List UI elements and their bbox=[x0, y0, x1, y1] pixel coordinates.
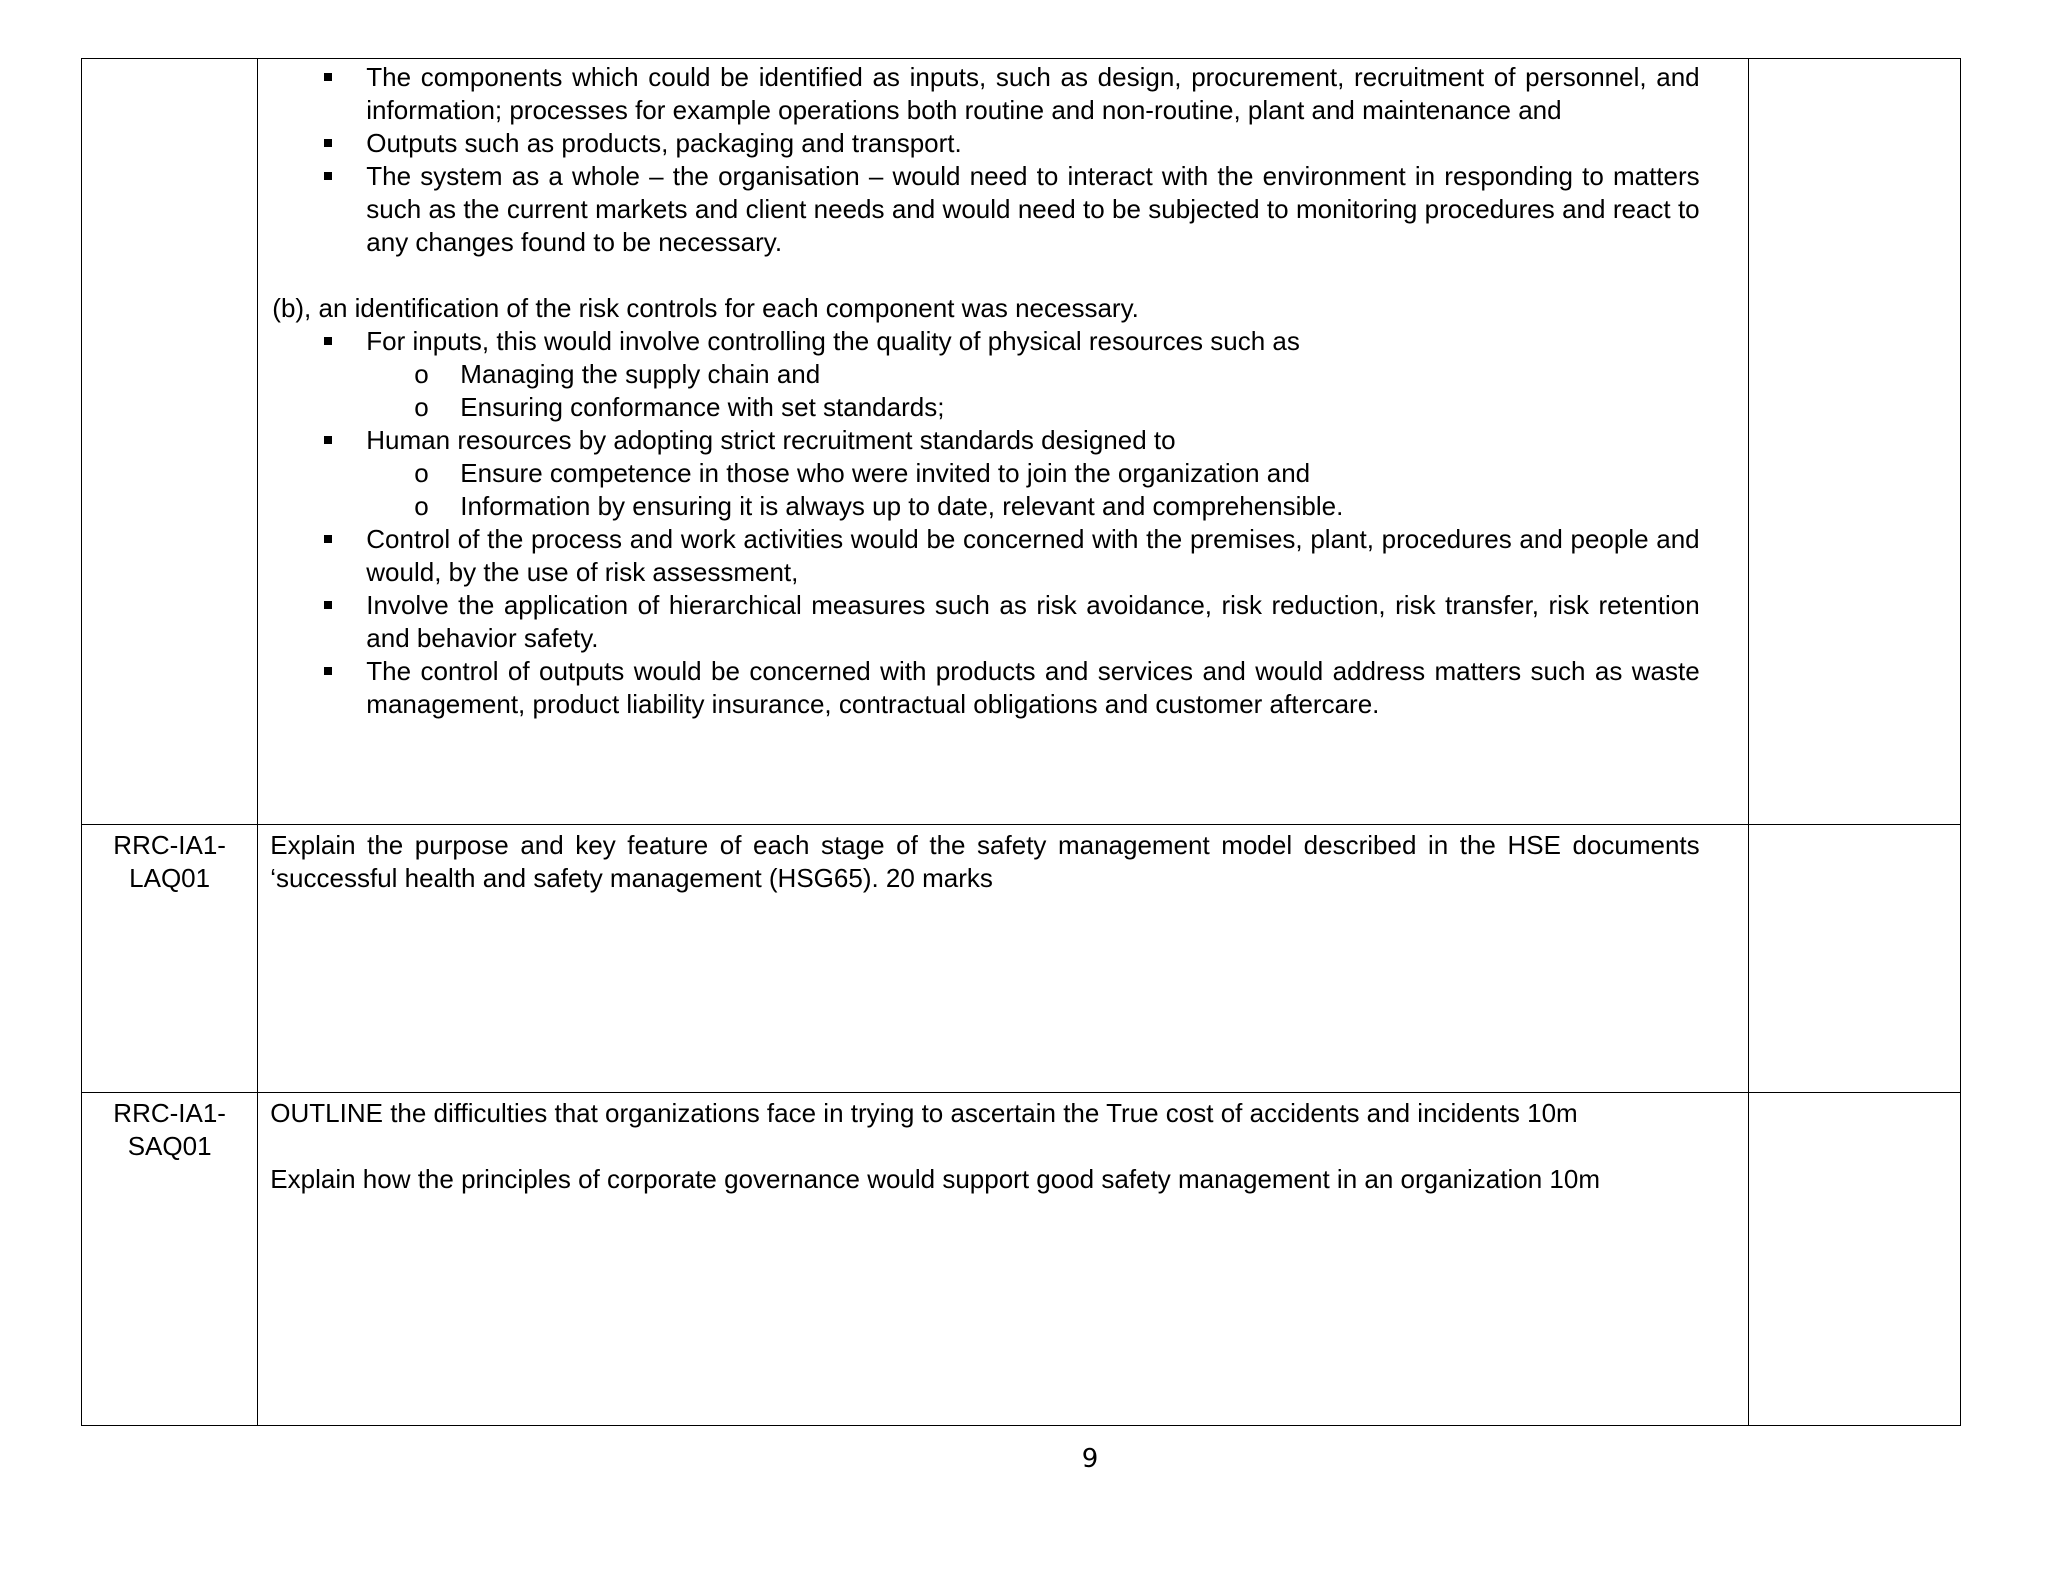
sub-list bbox=[366, 358, 1699, 424]
question-text: Explain how the principles of corporate governance would support good safety management in an organization 10m bbox=[270, 1164, 1600, 1194]
sub-list bbox=[366, 457, 1699, 523]
table-row-answer-continuation bbox=[82, 59, 1961, 825]
component-bullet-list bbox=[270, 61, 1699, 259]
question-id-cell-empty bbox=[82, 59, 258, 825]
list-item bbox=[366, 325, 1699, 424]
question-id-line: SAQ01 bbox=[127, 1131, 212, 1161]
question-id-line: RRC-IA1- bbox=[113, 830, 226, 860]
list-item-text: For inputs, this would involve controlling the quality of physical resources such as bbox=[366, 326, 1300, 356]
marks-cell bbox=[1748, 59, 1960, 825]
question-id-line: RRC-IA1- bbox=[113, 1098, 226, 1128]
answer-content-cell bbox=[258, 59, 1748, 825]
list-item bbox=[366, 424, 1699, 523]
list-item: The components which could be identified as inputs, such as design, procurement, recruitment of personnel, and information; processes for example operations both routine and non-routine, plant and maintenance and bbox=[366, 62, 1700, 125]
question-text: Explain the purpose and key feature of each stage of the safety management model described in the HSE documents ‘successful health and safety management (HSG65). 20 marks bbox=[270, 830, 1700, 893]
list-item: The control of outputs would be concerned with products and services and would address matters such as waste management, product liability insurance, contractual obligations and customer aftercare. bbox=[366, 656, 1700, 719]
question-cell bbox=[258, 1093, 1748, 1426]
sub-list-item: o Information by ensuring it is always up to date, relevant and comprehensible. bbox=[460, 490, 1699, 523]
sub-list-item: o Ensure competence in those who were invited to join the organization and bbox=[460, 457, 1699, 490]
question-cell bbox=[258, 825, 1748, 1093]
question-id-cell bbox=[82, 1093, 258, 1426]
list-item: The system as a whole – the organisation – would need to interact with the environment in responding to matters such as the current markets and client needs and would need to be subjected to monitoring procedures and react to any changes found to be necessary. bbox=[366, 161, 1700, 257]
risk-control-bullet-list bbox=[270, 325, 1699, 721]
list-item-text: Human resources by adopting strict recruitment standards designed to bbox=[366, 425, 1176, 455]
question-text: OUTLINE the difficulties that organizations face in trying to ascertain the True cost of accidents and incidents 10m bbox=[270, 1098, 1578, 1128]
marks-cell bbox=[1748, 1093, 1960, 1426]
sub-list-item: o Ensuring conformance with set standards; bbox=[460, 391, 1699, 424]
table-row-laq01 bbox=[82, 825, 1961, 1093]
question-id-cell bbox=[82, 825, 258, 1093]
section-b-intro: (b), an identification of the risk controls for each component was necessary. bbox=[272, 293, 1139, 323]
sub-list-item: o Managing the supply chain and bbox=[460, 358, 1699, 391]
page-number: 9 bbox=[1081, 1444, 1099, 1474]
assessment-table bbox=[81, 58, 1961, 1426]
list-item: Control of the process and work activities would be concerned with the premises, plant, procedures and people and would, by the use of risk assessment, bbox=[366, 524, 1700, 587]
question-id-line: LAQ01 bbox=[129, 863, 211, 893]
list-item: Involve the application of hierarchical measures such as risk avoidance, risk reduction, risk transfer, risk retention and behavior safety. bbox=[366, 590, 1700, 653]
list-item: Outputs such as products, packaging and transport. bbox=[366, 127, 1699, 160]
marks-cell bbox=[1748, 825, 1960, 1093]
table-row-saq01 bbox=[82, 1093, 1961, 1426]
